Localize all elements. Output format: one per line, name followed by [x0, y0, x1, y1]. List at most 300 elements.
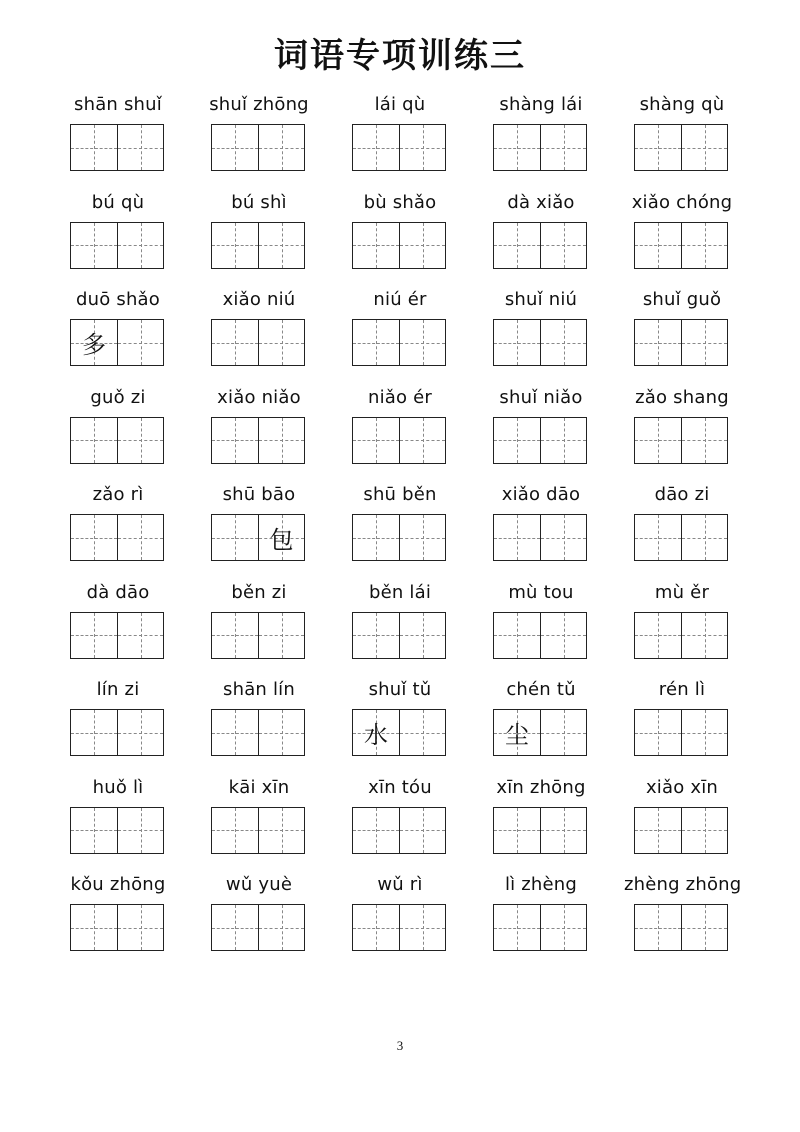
- tianzige-cell[interactable]: [494, 710, 540, 755]
- hanzi-char: [635, 223, 681, 268]
- pinyin-label: xiǎo chóng: [631, 191, 733, 213]
- tianzige-cell[interactable]: [353, 125, 399, 170]
- pinyin-label: rén lì: [658, 679, 706, 700]
- pinyin-label: bú qù: [91, 191, 145, 213]
- hanzi-char: [212, 515, 258, 560]
- hanzi-char: [212, 808, 258, 853]
- hanzi-char: [541, 613, 586, 658]
- word-item: [342, 484, 483, 582]
- tianzige-box[interactable]: [352, 514, 446, 561]
- tianzige-cell[interactable]: [353, 320, 399, 365]
- word-item: [624, 679, 765, 777]
- pinyin-label: bù shǎo: [363, 191, 437, 213]
- word-item: [201, 387, 342, 485]
- tianzige-cell[interactable]: [635, 613, 681, 658]
- tianzige-cell[interactable]: [117, 320, 163, 365]
- hanzi-char: [118, 418, 163, 463]
- hanzi-char: [400, 125, 445, 170]
- tianzige-box[interactable]: [70, 222, 164, 269]
- pinyin-label: xiǎo niú: [222, 289, 296, 310]
- tianzige-cell[interactable]: [353, 223, 399, 268]
- tianzige-cell[interactable]: [117, 125, 163, 170]
- hanzi-char: [400, 223, 445, 268]
- hanzi-char: [635, 515, 681, 560]
- tianzige-cell[interactable]: [399, 613, 445, 658]
- tianzige-cell[interactable]: [635, 125, 681, 170]
- tianzige-cell[interactable]: [353, 905, 399, 950]
- pinyin-label: huǒ lì: [92, 776, 144, 798]
- tianzige-box[interactable]: [211, 417, 305, 464]
- word-item: [60, 679, 201, 777]
- hanzi-char: [682, 808, 727, 853]
- tianzige-cell[interactable]: [212, 905, 258, 950]
- word-item: [624, 387, 765, 485]
- tianzige-box[interactable]: [211, 124, 305, 171]
- hanzi-char: [259, 710, 304, 755]
- tianzige-cell[interactable]: [117, 710, 163, 755]
- word-item: [342, 94, 483, 192]
- hanzi-char: [541, 905, 586, 950]
- hanzi-char: [541, 515, 586, 560]
- hanzi-char: [259, 223, 304, 268]
- word-item: [60, 94, 201, 192]
- tianzige-box[interactable]: [634, 124, 728, 171]
- tianzige-cell[interactable]: [212, 515, 258, 560]
- hanzi-char: [259, 418, 304, 463]
- tianzige-box[interactable]: [634, 612, 728, 659]
- pinyin-label: shuǐ guǒ: [642, 289, 722, 310]
- hanzi-char: [400, 418, 445, 463]
- tianzige-cell[interactable]: [258, 905, 304, 950]
- pinyin-label: xiǎo dāo: [501, 484, 581, 505]
- tianzige-cell[interactable]: [399, 125, 445, 170]
- page-number: 3: [396, 1038, 404, 1053]
- pinyin-label: wǔ rì: [377, 874, 423, 895]
- hanzi-char: [71, 613, 117, 658]
- word-item: [201, 484, 342, 582]
- word-item: [201, 94, 342, 192]
- tianzige-cell[interactable]: [258, 418, 304, 463]
- word-item: [624, 192, 765, 290]
- tianzige-cell[interactable]: [494, 613, 540, 658]
- tianzige-cell[interactable]: [399, 808, 445, 853]
- hanzi-char: [494, 905, 540, 950]
- tianzige-cell[interactable]: [681, 808, 727, 853]
- pinyin-label: zǎo rì: [92, 484, 144, 505]
- pinyin-label: kāi xīn: [228, 776, 290, 798]
- tianzige-box[interactable]: [211, 222, 305, 269]
- tianzige-box[interactable]: [211, 807, 305, 854]
- word-item: [483, 582, 624, 680]
- tianzige-cell[interactable]: [258, 223, 304, 268]
- word-item: [624, 582, 765, 680]
- tianzige-cell[interactable]: [540, 905, 586, 950]
- tianzige-box[interactable]: [70, 124, 164, 171]
- tianzige-cell[interactable]: [212, 710, 258, 755]
- hanzi-char: [494, 613, 540, 658]
- tianzige-box[interactable]: [493, 514, 587, 561]
- hanzi-char: [71, 905, 117, 950]
- hanzi-char: [541, 125, 586, 170]
- tianzige-box[interactable]: [493, 807, 587, 854]
- tianzige-cell[interactable]: [494, 808, 540, 853]
- tianzige-cell[interactable]: [681, 515, 727, 560]
- tianzige-cell[interactable]: [540, 418, 586, 463]
- pinyin-label: lái qù: [374, 94, 426, 115]
- tianzige-cell[interactable]: [258, 320, 304, 365]
- hanzi-char: [118, 515, 163, 560]
- tianzige-box[interactable]: [352, 417, 446, 464]
- tianzige-cell[interactable]: [540, 613, 586, 658]
- hanzi-char: [400, 613, 445, 658]
- pinyin-label: shuǐ niǎo: [499, 386, 583, 408]
- pinyin-label: duō shǎo: [76, 289, 160, 310]
- tianzige-box[interactable]: [211, 319, 305, 366]
- word-item: [201, 289, 342, 387]
- word-item: [483, 777, 624, 875]
- pinyin-label: zǎo shang: [635, 386, 729, 408]
- hanzi-char: 水: [364, 721, 388, 749]
- hanzi-char: [259, 320, 304, 365]
- pinyin-label: xiǎo niǎo: [217, 386, 301, 408]
- tianzige-box[interactable]: [493, 124, 587, 171]
- tianzige-box[interactable]: [70, 807, 164, 854]
- pinyin-label: shàng lái: [499, 94, 583, 115]
- hanzi-char: [682, 320, 727, 365]
- tianzige-box[interactable]: [634, 222, 728, 269]
- tianzige-cell[interactable]: [635, 515, 681, 560]
- hanzi-char: [682, 905, 727, 950]
- tianzige-cell[interactable]: [681, 223, 727, 268]
- hanzi-char: [635, 418, 681, 463]
- tianzige-box[interactable]: [352, 807, 446, 854]
- tianzige-box[interactable]: [352, 904, 446, 951]
- hanzi-char: [541, 710, 586, 755]
- tianzige-box[interactable]: [70, 417, 164, 464]
- hanzi-char: [494, 320, 540, 365]
- hanzi-char: [71, 418, 117, 463]
- tianzige-cell[interactable]: [212, 320, 258, 365]
- hanzi-char: [353, 515, 399, 560]
- tianzige-cell[interactable]: [353, 418, 399, 463]
- word-item: [483, 679, 624, 777]
- hanzi-char: [259, 125, 304, 170]
- tianzige-cell[interactable]: [540, 320, 586, 365]
- hanzi-char: [259, 905, 304, 950]
- pinyin-label: niǎo ér: [367, 386, 433, 408]
- tianzige-cell[interactable]: [353, 613, 399, 658]
- pinyin-label: shū běn: [363, 484, 437, 505]
- pinyin-label: běn lái: [368, 581, 432, 603]
- hanzi-char: [682, 710, 727, 755]
- hanzi-char: [71, 710, 117, 755]
- word-item: [483, 387, 624, 485]
- word-item: [483, 192, 624, 290]
- tianzige-cell[interactable]: [258, 710, 304, 755]
- tianzige-box[interactable]: [493, 612, 587, 659]
- tianzige-box[interactable]: [352, 124, 446, 171]
- tianzige-cell[interactable]: [635, 710, 681, 755]
- hanzi-char: [212, 223, 258, 268]
- word-item: [60, 777, 201, 875]
- tianzige-cell[interactable]: [117, 808, 163, 853]
- tianzige-cell[interactable]: [353, 515, 399, 560]
- pinyin-label: bú shì: [231, 191, 287, 213]
- tianzige-box[interactable]: [211, 514, 305, 561]
- tianzige-cell[interactable]: [117, 418, 163, 463]
- tianzige-cell[interactable]: [399, 223, 445, 268]
- tianzige-box[interactable]: [70, 904, 164, 951]
- hanzi-char: [353, 808, 399, 853]
- pinyin-label: shū bāo: [222, 484, 296, 505]
- word-item: [201, 679, 342, 777]
- hanzi-char: [494, 125, 540, 170]
- pinyin-label: xīn zhōng: [496, 776, 586, 798]
- hanzi-char: [682, 223, 727, 268]
- word-item: [342, 387, 483, 485]
- tianzige-cell[interactable]: [258, 515, 304, 560]
- tianzige-box[interactable]: [634, 514, 728, 561]
- page-title: 词语专项训练三: [274, 36, 526, 76]
- hanzi-char: [71, 808, 117, 853]
- pinyin-label: xīn tóu: [368, 776, 432, 798]
- tianzige-cell[interactable]: [635, 320, 681, 365]
- hanzi-char: 包: [269, 526, 294, 554]
- tianzige-box[interactable]: [211, 612, 305, 659]
- hanzi-char: [400, 808, 445, 853]
- tianzige-box[interactable]: [634, 904, 728, 951]
- pinyin-label: kǒu zhōng: [70, 874, 166, 895]
- hanzi-char: [353, 613, 399, 658]
- pinyin-label: guǒ zi: [90, 386, 146, 408]
- hanzi-char: 尘: [505, 721, 529, 749]
- tianzige-box[interactable]: [493, 904, 587, 951]
- word-item: [342, 874, 483, 972]
- tianzige-box[interactable]: [634, 807, 728, 854]
- tianzige-cell[interactable]: [71, 808, 117, 853]
- pinyin-label: shān lín: [223, 679, 295, 700]
- pinyin-label: lín zi: [96, 679, 140, 700]
- tianzige-cell[interactable]: [494, 515, 540, 560]
- tianzige-cell[interactable]: [353, 808, 399, 853]
- tianzige-box[interactable]: [352, 222, 446, 269]
- word-item: [201, 192, 342, 290]
- hanzi-char: [682, 613, 727, 658]
- tianzige-cell[interactable]: [353, 710, 399, 755]
- hanzi-char: [682, 125, 727, 170]
- tianzige-cell[interactable]: [71, 223, 117, 268]
- tianzige-box[interactable]: [70, 514, 164, 561]
- tianzige-cell[interactable]: [681, 125, 727, 170]
- tianzige-box[interactable]: [70, 709, 164, 756]
- pinyin-label: mù ěr: [654, 581, 710, 603]
- tianzige-cell[interactable]: [540, 125, 586, 170]
- tianzige-cell[interactable]: [212, 613, 258, 658]
- hanzi-char: [212, 418, 258, 463]
- word-item: [624, 289, 765, 387]
- hanzi-char: [353, 905, 399, 950]
- tianzige-cell[interactable]: [540, 808, 586, 853]
- hanzi-char: [118, 223, 163, 268]
- hanzi-char: 多: [82, 331, 106, 359]
- hanzi-char: [212, 710, 258, 755]
- word-item: [483, 484, 624, 582]
- tianzige-box[interactable]: [493, 222, 587, 269]
- tianzige-cell[interactable]: [258, 613, 304, 658]
- hanzi-char: [400, 320, 445, 365]
- pinyin-label: xiǎo xīn: [645, 776, 719, 798]
- tianzige-box[interactable]: [493, 709, 587, 756]
- hanzi-char: [494, 223, 540, 268]
- tianzige-cell[interactable]: [399, 710, 445, 755]
- tianzige-box[interactable]: [352, 612, 446, 659]
- tianzige-cell[interactable]: [635, 223, 681, 268]
- tianzige-cell[interactable]: [117, 223, 163, 268]
- word-item: [624, 874, 765, 972]
- hanzi-char: [353, 418, 399, 463]
- word-item: [483, 289, 624, 387]
- tianzige-box[interactable]: [211, 709, 305, 756]
- tianzige-box[interactable]: [634, 319, 728, 366]
- hanzi-char: [635, 905, 681, 950]
- word-item: [342, 192, 483, 290]
- tianzige-box[interactable]: [352, 319, 446, 366]
- hanzi-char: [118, 125, 163, 170]
- tianzige-cell[interactable]: [71, 320, 117, 365]
- hanzi-char: [259, 613, 304, 658]
- tianzige-box[interactable]: [70, 319, 164, 366]
- tianzige-cell[interactable]: [681, 710, 727, 755]
- hanzi-char: [71, 223, 117, 268]
- tianzige-cell[interactable]: [71, 515, 117, 560]
- tianzige-cell[interactable]: [399, 515, 445, 560]
- pinyin-label: shuǐ tǔ: [368, 679, 432, 700]
- word-item: [342, 679, 483, 777]
- tianzige-cell[interactable]: [71, 613, 117, 658]
- tianzige-cell[interactable]: [399, 905, 445, 950]
- tianzige-cell[interactable]: [212, 223, 258, 268]
- tianzige-box[interactable]: [634, 709, 728, 756]
- word-item: [60, 192, 201, 290]
- word-item: [483, 874, 624, 972]
- hanzi-char: [635, 710, 681, 755]
- pinyin-label: wǔ yuè: [225, 874, 293, 895]
- hanzi-char: [118, 808, 163, 853]
- tianzige-cell[interactable]: [681, 418, 727, 463]
- hanzi-char: [212, 613, 258, 658]
- tianzige-box[interactable]: [493, 417, 587, 464]
- word-item: [60, 289, 201, 387]
- pinyin-label: shuǐ zhōng: [209, 94, 309, 115]
- tianzige-cell[interactable]: [71, 418, 117, 463]
- hanzi-char: [71, 125, 117, 170]
- hanzi-char: [212, 320, 258, 365]
- tianzige-box[interactable]: [493, 319, 587, 366]
- tianzige-cell[interactable]: [635, 808, 681, 853]
- word-item: [201, 874, 342, 972]
- tianzige-cell[interactable]: [117, 613, 163, 658]
- hanzi-char: [541, 223, 586, 268]
- tianzige-cell[interactable]: [117, 515, 163, 560]
- tianzige-cell[interactable]: [258, 125, 304, 170]
- tianzige-cell[interactable]: [635, 418, 681, 463]
- tianzige-cell[interactable]: [494, 125, 540, 170]
- hanzi-char: [212, 905, 258, 950]
- pinyin-label: dà xiǎo: [507, 191, 575, 213]
- tianzige-cell[interactable]: [71, 710, 117, 755]
- word-item: [60, 484, 201, 582]
- tianzige-box[interactable]: [70, 612, 164, 659]
- hanzi-char: [118, 905, 163, 950]
- hanzi-char: [259, 808, 304, 853]
- tianzige-cell[interactable]: [635, 905, 681, 950]
- hanzi-char: [494, 515, 540, 560]
- tianzige-cell[interactable]: [399, 418, 445, 463]
- tianzige-cell[interactable]: [494, 418, 540, 463]
- tianzige-cell[interactable]: [71, 125, 117, 170]
- tianzige-cell[interactable]: [494, 320, 540, 365]
- word-item: [60, 874, 201, 972]
- pinyin-label: mù tou: [508, 581, 574, 603]
- word-item: [342, 289, 483, 387]
- word-item: [624, 484, 765, 582]
- hanzi-char: [541, 418, 586, 463]
- tianzige-box[interactable]: [352, 709, 446, 756]
- tianzige-cell[interactable]: [540, 515, 586, 560]
- hanzi-char: [353, 223, 399, 268]
- pinyin-label: dà dāo: [86, 581, 150, 603]
- tianzige-cell[interactable]: [117, 905, 163, 950]
- tianzige-box[interactable]: [634, 417, 728, 464]
- hanzi-char: [71, 515, 117, 560]
- hanzi-char: [400, 905, 445, 950]
- word-item: [60, 582, 201, 680]
- tianzige-cell[interactable]: [681, 613, 727, 658]
- tianzige-box[interactable]: [211, 904, 305, 951]
- tianzige-cell[interactable]: [258, 808, 304, 853]
- pinyin-label: lì zhèng: [504, 874, 578, 895]
- tianzige-cell[interactable]: [681, 905, 727, 950]
- word-item: [624, 94, 765, 192]
- word-item: [60, 387, 201, 485]
- pinyin-label: shān shuǐ: [74, 94, 162, 115]
- hanzi-char: [682, 515, 727, 560]
- pinyin-label: běn zi: [231, 581, 287, 603]
- tianzige-cell[interactable]: [494, 905, 540, 950]
- tianzige-cell[interactable]: [71, 905, 117, 950]
- tianzige-cell[interactable]: [540, 223, 586, 268]
- pinyin-label: zhèng zhōng: [624, 874, 742, 895]
- tianzige-cell[interactable]: [212, 808, 258, 853]
- hanzi-char: [494, 418, 540, 463]
- pinyin-label: dāo zi: [654, 484, 710, 505]
- pinyin-label: shuǐ niú: [504, 289, 578, 310]
- word-item: [342, 582, 483, 680]
- tianzige-cell[interactable]: [494, 223, 540, 268]
- tianzige-cell[interactable]: [212, 418, 258, 463]
- word-item: [342, 777, 483, 875]
- tianzige-cell[interactable]: [540, 710, 586, 755]
- tianzige-cell[interactable]: [681, 320, 727, 365]
- word-item: [624, 777, 765, 875]
- tianzige-cell[interactable]: [399, 320, 445, 365]
- tianzige-cell[interactable]: [212, 125, 258, 170]
- pinyin-label: chén tǔ: [506, 679, 576, 700]
- hanzi-char: [118, 320, 163, 365]
- hanzi-char: [635, 613, 681, 658]
- hanzi-char: [353, 320, 399, 365]
- hanzi-char: [118, 710, 163, 755]
